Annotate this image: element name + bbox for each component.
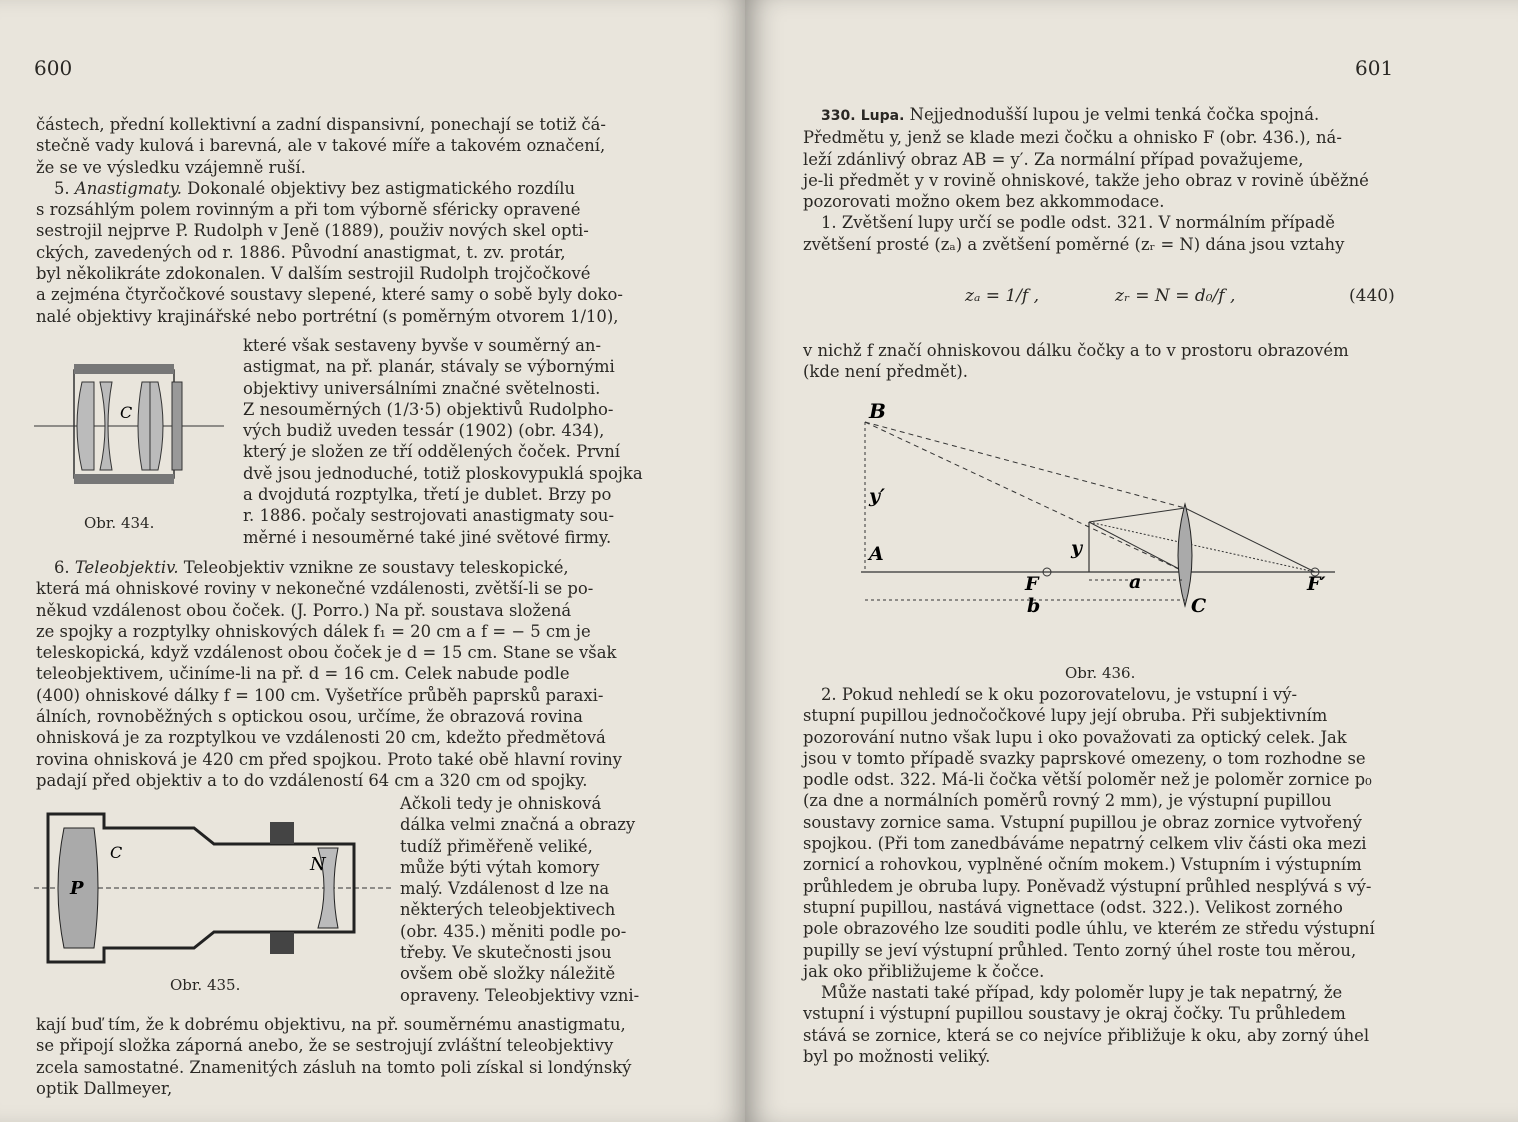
text-line: rovina ohnisková je 420 cm před spojkou. Proto také obě hlavní roviny <box>36 749 622 769</box>
figure-434-caption: Obr. 434. <box>84 514 155 532</box>
text-line: Může nastati také případ, kdy poloměr lupy je tak nepatrný, že <box>821 983 1343 1003</box>
text-line: třeby. Ve skutečnosti jsou <box>400 943 612 963</box>
section-6-heading: 6. Teleobjektiv. Teleobjektiv vznikne ze soustavy teleskopické, <box>54 558 569 577</box>
text-line: se připojí složka záporná anebo, že se sestrojují zvláštní teleobjektivy <box>36 1036 614 1056</box>
text-line: r. 1886. počaly sestrojovati anastigmaty sou- <box>243 506 615 526</box>
text-line: Předmětu y, jenž se klade mezi čočku a ohnisko F (obr. 436.), ná- <box>803 128 1342 148</box>
fig436-label-y: y <box>1071 537 1083 559</box>
page-number-right: 601 <box>1355 56 1394 80</box>
text-line: spojkou. (Při tom zanedbáváme nepatrný celkem vliv části oka mezi <box>803 834 1367 854</box>
text-line: Z nesouměrných (1/3·5) objektivů Rudolpho- <box>243 399 614 419</box>
fig436-label-f: F <box>1025 573 1039 595</box>
text-line: s rozsáhlým polem rovinným a při tom výborně sféricky opravené <box>36 200 581 220</box>
text-line: ze spojky a rozptylky ohniskových dálek f₁ = 20 cm a f = − 5 cm je <box>36 621 591 641</box>
text-line: nalé objektivy krajinářské nebo portrétní (s poměrným otvorem 1/10), <box>36 306 619 326</box>
fig436-label-b-dist: b <box>1027 595 1041 617</box>
text-line: stečně vady kulová i barevná, ale v takové míře a takovém označení, <box>36 136 606 156</box>
section-330-heading: 330. Lupa. Nejjednodušší lupou je velmi tenká čočka spojná. <box>821 105 1320 124</box>
fig436-label-b: B <box>869 399 886 423</box>
text-line: malý. Vzdálenost d lze na <box>400 879 610 899</box>
text-line: padají před objektiv a to do vzdáleností 64 cm a 320 cm od spojky. <box>36 770 588 790</box>
left-text-bottom <box>36 1014 648 1099</box>
text-line: (kde není předmět). <box>803 362 968 382</box>
text-line: a dvojdutá rozptylka, třetí je dublet. Brzy po <box>243 485 612 505</box>
section-5-heading: 5. Anastigmaty. Dokonalé objektivy bez astigmatického rozdílu <box>54 178 576 198</box>
text-line: byl po možnosti veliký. <box>803 1047 991 1067</box>
text-line: (obr. 435.) měniti podle po- <box>400 921 627 941</box>
text-line: teleobjektivem, učiníme-li na př. d = 16 cm. Celek nabude podle <box>36 664 570 684</box>
text-line: stupní pupillou jednočočkové lupy její obruba. Při subjektivním <box>803 706 1328 726</box>
text-line: některých teleobjektivech <box>400 900 616 920</box>
text-line: stává se zornice, která se co nejvíce přibližuje k oku, aby zorný úhel <box>803 1025 1370 1045</box>
text-line: měrné i nesouměrné také jiné světové firmy. <box>243 527 612 547</box>
text-line: zcela samostatné. Znamenitých zásluh na tomto poli získal si londýnský <box>36 1057 632 1077</box>
figure-434-lens-diagram <box>34 352 230 512</box>
text-line: jak oko přibližujeme k čočce. <box>803 961 1045 981</box>
text-line: podle odst. 322. Má-li čočka větší poloměr než je poloměr zornice p₀ <box>803 770 1372 790</box>
text-line: stupní pupillou, nastává vignettace (odst. 322.). Velikost zorného <box>803 897 1343 917</box>
text-line: leží zdánlivý obraz AB = y′. Za normální případ považujeme, <box>803 149 1304 169</box>
text-line: pole obrazového lze souditi podle úhlu, ve kterém ze středu výstupní <box>803 919 1375 939</box>
fig436-label-a-dist: a <box>1129 571 1142 593</box>
text-line: průhledem je obruba lupy. Poněvadž výstupní průhled nesplývá s vý- <box>803 876 1372 896</box>
text-line: sestrojil nejprve P. Rudolph v Jeně (1889), použiv nových skel opti- <box>36 221 589 241</box>
text-line: ohnisková je za rozptylkou ve vzdálenosti 20 cm, kdežto předmětová <box>36 728 606 748</box>
text-line: dvě jsou jednoduché, totiž ploskovypuklá spojka <box>243 463 643 483</box>
left-page <box>0 0 745 1122</box>
left-text-beside-fig434 <box>243 335 643 548</box>
right-text-bottom <box>803 684 1439 1067</box>
text-line: teleskopická, když vzdálenost obou čoček je d = 15 cm. Stane se však <box>36 643 617 663</box>
fig435-label-p: P <box>70 878 84 899</box>
text-line: vstupní i výstupní pupillou soustavy je okraj čočky. Tu průhledem <box>803 1004 1346 1024</box>
text-line: které však sestaveny byvše v souměrný an- <box>243 336 602 355</box>
text-line: ckých, zavedených od r. 1886. Původní anastigmat, t. zv. protár, <box>36 242 566 262</box>
text-line: pozorovati možno okem bez akkommodace. <box>803 192 1165 212</box>
text-line: optik Dallmeyer, <box>36 1078 173 1098</box>
figure-435-caption: Obr. 435. <box>170 976 241 994</box>
fig435-label-c: C <box>110 843 123 862</box>
text-line: soustavy zornice sama. Vstupní pupillou je obraz zornice vytvořený <box>803 812 1362 832</box>
text-line: někud vzdálenost obou čoček. (J. Porro.) Na př. soustava složená <box>36 600 572 620</box>
right-text-after-eq <box>803 340 1439 383</box>
text-line: 2. Pokud nehledí se k oku pozorovatelovu, je vstupní i vý- <box>821 685 1298 704</box>
text-line: astigmat, na př. planár, stávaly se výbornými <box>243 357 615 377</box>
text-line: zornicí a rohovkou, vyplněné očním mokem.) Vstupním i výstupním <box>803 855 1362 875</box>
text-line: pozorování nutno však lupu i oko považovati za optický celek. Jak <box>803 727 1347 747</box>
text-line: (za dne a normálních poměrů rovný 2 mm), je výstupní pupillou <box>803 791 1332 811</box>
figure-435-teleobjective-diagram <box>34 808 394 976</box>
fig436-label-c: C <box>1191 595 1207 617</box>
text-line: jsou v tomto případě svazky paprskové omezeny, o tom rozhodne se <box>803 748 1366 768</box>
fig436-label-a-point: A <box>869 543 884 565</box>
text-line: že se ve výsledku vzájemně ruší. <box>36 157 306 177</box>
text-line: Ačkoli tedy je ohnisková <box>400 794 602 813</box>
fig436-label-f-prime: F′ <box>1307 573 1326 595</box>
text-line: v nichž f značí ohniskovou dálku čočky a to v prostoru obrazovém <box>803 341 1349 360</box>
left-text-middle <box>36 557 648 791</box>
page-number-left: 600 <box>34 56 73 80</box>
text-line: může býti výtah komory <box>400 857 600 877</box>
text-line: která má ohniskové roviny v nekonečné vzdálenosti, zvětší-li se po- <box>36 579 594 599</box>
text-line: kají buď tím, že k dobrému objektivu, na př. souměrnému anastigmatu, <box>36 1015 626 1034</box>
text-line: dálka velmi značná a obrazy <box>400 815 636 835</box>
left-text-beside-fig435 <box>400 793 640 1006</box>
text-line: byl několikráte zdokonalen. V dalším sestrojil Rudolph trojčočkové <box>36 264 591 284</box>
fig435-label-n: N <box>310 854 326 875</box>
text-line: objektivy universálními značné světelnosti. <box>243 378 601 398</box>
text-line: zvětšení prosté (zₐ) a zvětšení poměrné (zᵣ = N) dána jsou vztahy <box>803 234 1345 254</box>
fig434-label-c: C <box>120 403 133 422</box>
text-line: tudíž přiměřeně veliké, <box>400 836 593 856</box>
right-page <box>745 0 1518 1122</box>
text-line: částech, přední kollektivní a zadní dispansivní, ponechají se totiž čá- <box>36 115 606 134</box>
right-text-top <box>803 104 1439 255</box>
text-line: ovšem obě složky náležitě <box>400 964 616 984</box>
text-line: vých budiž uveden tessár (1902) (obr. 434), <box>243 421 605 441</box>
fig436-label-y-prime: y′ <box>869 485 886 507</box>
text-line: pupilly se jeví výstupní průhled. Tento zorný úhel roste tou měrou, <box>803 940 1357 960</box>
left-text-top <box>36 114 648 327</box>
equation-440 <box>805 268 1505 328</box>
text-line: opraveny. Teleobjektivy vzni- <box>400 985 640 1005</box>
text-line: je-li předmět y v rovině ohniskové, takže jeho obraz v rovině úběžné <box>803 170 1369 190</box>
text-line: (400) ohniskové dálky f = 100 cm. Vyšetříce průběh paprsků paraxi- <box>36 685 604 705</box>
figure-436-caption: Obr. 436. <box>1065 664 1136 682</box>
equation-za: zₐ = 1/f , <box>965 286 1040 306</box>
text-line: který je složen ze tří oddělených čoček. První <box>243 442 621 462</box>
text-line: álních, rovnoběžných s optickou osou, určíme, že obrazová rovina <box>36 707 583 727</box>
text-line: a zejména čtyrčočkové soustavy slepené, které samy o sobě byly doko- <box>36 285 623 305</box>
figure-436-magnifier-diagram <box>845 398 1345 638</box>
equation-zr: zᵣ = N = d₀/f , <box>1115 286 1236 306</box>
text-line: 1. Zvětšení lupy určí se podle odst. 321. V normálním případě <box>821 213 1335 233</box>
equation-number: (440) <box>1349 286 1395 306</box>
